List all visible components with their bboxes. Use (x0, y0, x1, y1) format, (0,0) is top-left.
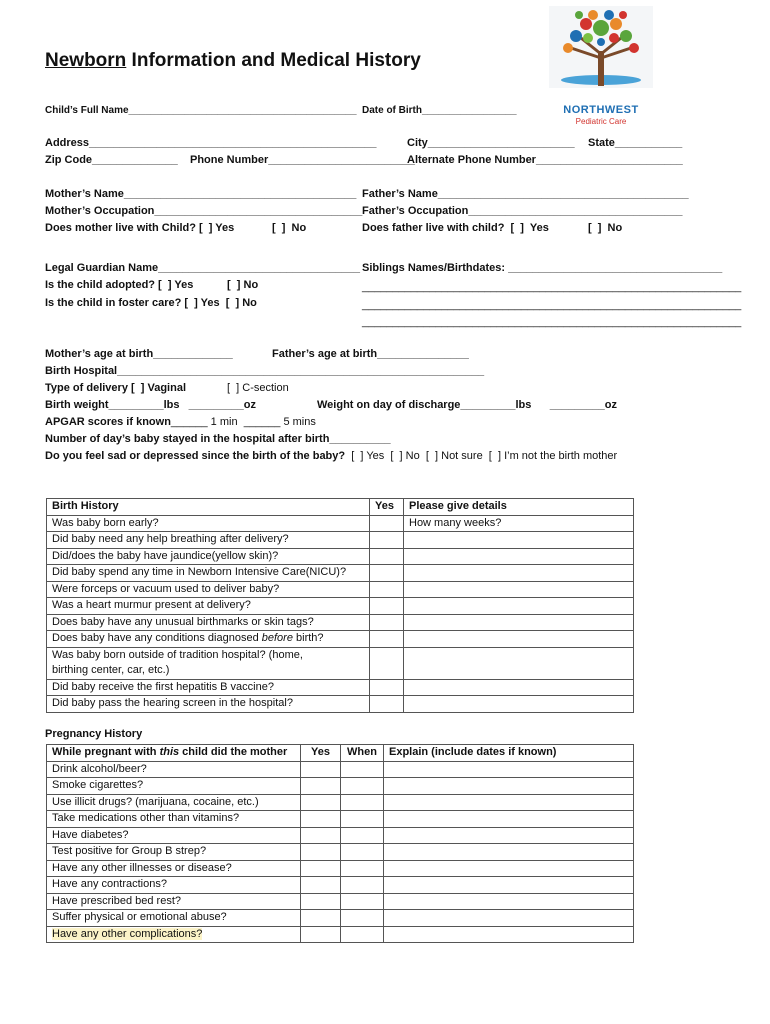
delivery-type-field[interactable]: Type of delivery [ ] Vaginal (45, 382, 187, 394)
days-stayed-field[interactable]: Number of day’s baby stayed in the hospital after birth__________ (45, 433, 391, 445)
pregnancy-history-title: Pregnancy History (45, 728, 143, 740)
when-cell[interactable] (341, 926, 384, 943)
father-name-field[interactable]: Father’s Name_________________________________________ (362, 188, 689, 200)
yes-cell[interactable] (301, 794, 341, 811)
question-cell (47, 926, 301, 943)
apgar-label: APGAR scores if known (45, 416, 171, 428)
question-text: Was baby born outside of tradition hospital? (home, (52, 648, 303, 661)
yes-cell[interactable] (370, 614, 404, 631)
when-cell[interactable] (341, 794, 384, 811)
table-header (47, 745, 301, 762)
table-row (47, 794, 634, 811)
table-row (47, 860, 634, 877)
sad-question-text: Do you feel sad or depressed since the birth of the baby? (45, 450, 346, 462)
details-cell[interactable]: How many weeks? (404, 515, 634, 532)
explain-cell[interactable] (384, 844, 634, 861)
question-cell: Did baby need any help breathing after delivery? (47, 532, 370, 549)
mother-age-field[interactable]: Mother’s age at birth_____________ (45, 348, 233, 360)
adopted-question[interactable]: Is the child adopted? [ ] Yes (45, 279, 194, 291)
table-header: Birth History (47, 499, 370, 516)
explain-cell[interactable] (384, 827, 634, 844)
yes-cell[interactable] (301, 761, 341, 778)
foster-question[interactable]: Is the child in foster care? [ ] Yes [ ] No (45, 297, 257, 309)
table-row (47, 631, 634, 648)
question-cell (47, 631, 370, 648)
question-suffix: birth? (292, 632, 324, 644)
question-text-line2: birthing center, car, etc.) (52, 663, 170, 676)
question-cell: Test positive for Group B strep? (47, 844, 301, 861)
explain-cell[interactable] (384, 877, 634, 894)
yes-cell[interactable] (301, 844, 341, 861)
mother-live-no[interactable]: [ ] No (272, 222, 307, 234)
table-row (47, 515, 634, 532)
yes-cell[interactable] (370, 548, 404, 565)
table-row (47, 532, 634, 549)
question-cell: Were forceps or vacuum used to deliver baby? (47, 581, 370, 598)
zip-field[interactable]: Zip Code______________ (45, 154, 178, 166)
when-cell[interactable] (341, 827, 384, 844)
details-cell[interactable] (404, 696, 634, 713)
father-live-question[interactable]: Does father live with child? [ ] Yes (362, 222, 549, 234)
question-cell: Take medications other than vitamins? (47, 811, 301, 828)
phone-field[interactable]: Phone Number________________________ (190, 154, 416, 166)
apgar-blanks: ______ 1 min ______ 5 mins (170, 416, 316, 428)
header-text: child did the mother (179, 746, 288, 758)
yes-cell[interactable] (301, 860, 341, 877)
question-cell: Use illicit drugs? (marijuana, cocaine, etc.) (47, 794, 301, 811)
table-header: Yes (301, 745, 341, 762)
table-header: Yes (370, 499, 404, 516)
table-row (47, 910, 634, 927)
when-cell[interactable] (341, 910, 384, 927)
details-cell[interactable] (404, 598, 634, 615)
yes-cell[interactable] (301, 910, 341, 927)
question-cell: Drink alcohol/beer? (47, 761, 301, 778)
question-cell: Have diabetes? (47, 827, 301, 844)
details-cell[interactable] (404, 565, 634, 582)
birth-hospital-field[interactable]: Birth Hospital____________________________________________________________ (45, 365, 485, 377)
csection-option[interactable]: [ ] C-section (227, 382, 289, 394)
details-cell[interactable] (404, 631, 634, 648)
table-row (47, 598, 634, 615)
child-name-field[interactable]: Child’s Full Name_________________________________________ (45, 105, 357, 116)
adopted-no[interactable]: [ ] No (227, 279, 259, 291)
sad-options[interactable]: [ ] Yes [ ] No [ ] Not sure [ ] I’m not the birth mother (351, 450, 618, 462)
explain-cell[interactable] (384, 811, 634, 828)
sibling-line[interactable]: ______________________________________________________________ (362, 316, 742, 328)
header-emphasis: this (159, 746, 180, 758)
yes-cell[interactable] (301, 877, 341, 894)
yes-cell[interactable] (370, 565, 404, 582)
table-row (47, 827, 634, 844)
explain-cell[interactable] (384, 926, 634, 943)
table-header: Explain (include dates if known) (384, 745, 634, 762)
question-cell: Was a heart murmur present at delivery? (47, 598, 370, 615)
question-cell: Did baby spend any time in Newborn Intensive Care(NICU)? (47, 565, 370, 582)
table-row (47, 565, 634, 582)
table-header: When (341, 745, 384, 762)
question-cell: Did baby pass the hearing screen in the hospital? (47, 696, 370, 713)
table-header: Please give details (404, 499, 634, 516)
siblings-field[interactable]: Siblings Names/Birthdates: ___________________________________ (362, 262, 723, 274)
table-row (47, 877, 634, 894)
question-cell: Smoke cigarettes? (47, 778, 301, 795)
when-cell[interactable] (341, 811, 384, 828)
yes-cell[interactable] (301, 827, 341, 844)
table-row (47, 761, 634, 778)
city-field[interactable]: City________________________ (407, 137, 575, 149)
when-cell[interactable] (341, 877, 384, 894)
yes-cell[interactable] (370, 696, 404, 713)
table-row (47, 696, 634, 713)
emphasis-before: before (261, 632, 293, 644)
birth-history-table (46, 498, 634, 713)
highlighted-question: Have any other complications? (52, 927, 203, 940)
mother-name-field[interactable]: Mother’s Name______________________________________ (45, 188, 357, 200)
mother-occupation-field[interactable]: Mother’s Occupation__________________________________ (45, 205, 363, 217)
logo-subtitle: Pediatric Care (575, 117, 627, 126)
yes-cell[interactable] (301, 893, 341, 910)
question-cell: Was baby born early? (47, 515, 370, 532)
father-live-no[interactable]: [ ] No (588, 222, 623, 234)
table-row (47, 893, 634, 910)
table-row (47, 811, 634, 828)
sibling-line[interactable]: ______________________________________________________________ (362, 299, 742, 311)
question-cell: Have any contractions? (47, 877, 301, 894)
yes-cell[interactable] (370, 581, 404, 598)
yes-cell[interactable] (370, 598, 404, 615)
state-field[interactable]: State___________ (588, 137, 683, 149)
table-row (47, 926, 634, 943)
title-newborn: Newborn (45, 50, 127, 71)
pregnancy-history-table (46, 744, 634, 943)
details-cell[interactable] (404, 679, 634, 696)
when-cell[interactable] (341, 844, 384, 861)
address-field[interactable]: Address_______________________________________________ (45, 137, 377, 149)
table-row (47, 778, 634, 795)
details-cell[interactable] (404, 581, 634, 598)
page-title (45, 50, 421, 72)
question-text: Does baby have any conditions diagnosed (52, 632, 262, 644)
sad-question[interactable] (45, 450, 617, 462)
guardian-field[interactable]: Legal Guardian Name_________________________________ (45, 262, 360, 274)
details-cell[interactable] (404, 614, 634, 631)
explain-cell[interactable] (384, 794, 634, 811)
question-cell: Suffer physical or emotional abuse? (47, 910, 301, 927)
tree-logo-icon (541, 6, 661, 88)
table-header-row (47, 745, 634, 762)
father-age-field[interactable]: Father’s age at birth_______________ (272, 348, 469, 360)
question-cell: Did baby receive the first hepatitis B vaccine? (47, 679, 370, 696)
logo-name: NORTHWEST (563, 104, 639, 116)
table-header-row (47, 499, 634, 516)
table-row (47, 647, 634, 679)
question-cell: Did/does the baby have jaundice(yellow skin)? (47, 548, 370, 565)
mother-live-question[interactable]: Does mother live with Child? [ ] Yes (45, 222, 235, 234)
father-occupation-field[interactable]: Father’s Occupation___________________________________ (362, 205, 683, 217)
when-cell[interactable] (341, 778, 384, 795)
yes-cell[interactable] (370, 647, 404, 679)
apgar-field[interactable] (45, 416, 316, 428)
details-cell[interactable] (404, 532, 634, 549)
yes-cell[interactable] (370, 679, 404, 696)
yes-cell[interactable] (370, 631, 404, 648)
table-row (47, 844, 634, 861)
details-cell[interactable] (404, 548, 634, 565)
when-cell[interactable] (341, 761, 384, 778)
explain-cell[interactable] (384, 910, 634, 927)
explain-cell[interactable] (384, 761, 634, 778)
table-row (47, 614, 634, 631)
explain-cell[interactable] (384, 860, 634, 877)
title-rest: Information and Medical History (126, 50, 421, 71)
table-row (47, 679, 634, 696)
yes-cell[interactable] (370, 515, 404, 532)
table-row (47, 548, 634, 565)
question-cell: Have prescribed bed rest? (47, 893, 301, 910)
question-cell (47, 647, 370, 679)
question-cell: Have any other illnesses or disease? (47, 860, 301, 877)
discharge-weight-field[interactable]: Weight on day of discharge_________lbs _________oz (317, 399, 617, 411)
details-cell[interactable] (404, 647, 634, 679)
explain-cell[interactable] (384, 778, 634, 795)
birth-weight-field[interactable]: Birth weight_________lbs _________oz (45, 399, 256, 411)
yes-cell[interactable] (301, 926, 341, 943)
when-cell[interactable] (341, 860, 384, 877)
table-row (47, 581, 634, 598)
yes-cell[interactable] (301, 811, 341, 828)
sibling-line[interactable]: ______________________________________________________________ (362, 281, 742, 293)
yes-cell[interactable] (370, 532, 404, 549)
when-cell[interactable] (341, 893, 384, 910)
dob-field[interactable]: Date of Birth_________________ (362, 105, 517, 116)
yes-cell[interactable] (301, 778, 341, 795)
explain-cell[interactable] (384, 893, 634, 910)
alt-phone-field[interactable]: Alternate Phone Number________________________ (407, 154, 683, 166)
question-cell: Does baby have any unusual birthmarks or skin tags? (47, 614, 370, 631)
header-text: While pregnant with (52, 746, 160, 758)
